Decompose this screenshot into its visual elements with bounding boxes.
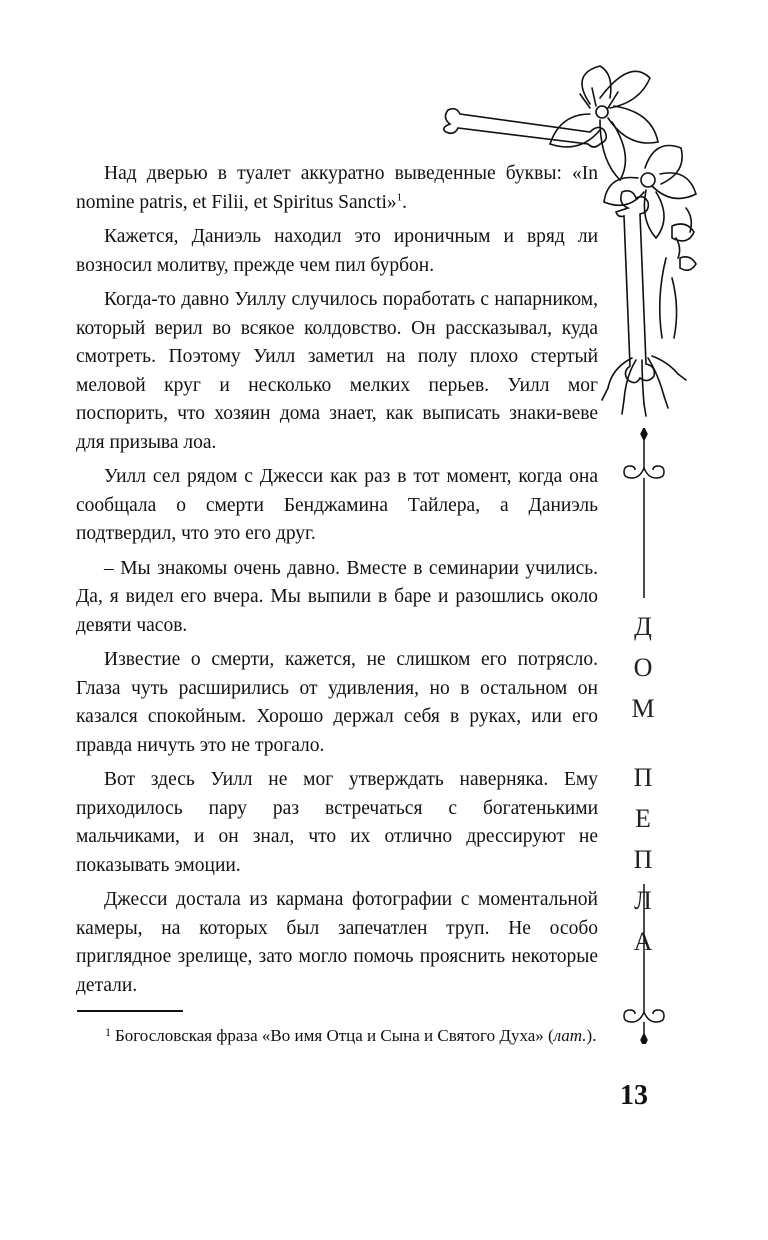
- paragraph: Когда-то давно Уиллу случилось поработать с напарником, который верил во всякое колдовство. Он рассказывал, куда смотреть. Поэтому Уилл заметил на полу плохо стертый меловой круг и несколько мелких перьев. Уилл мог поспорить, что хозяин дома знает, как выписать знаки-веве для призыва лоа.: [76, 289, 598, 453]
- running-title-letter: П: [633, 763, 653, 792]
- paragraph: Джесси достала из кармана фотографии с моментальной камеры, на которых был запечатлен труп. Не особо приглядное зрелище, зато могло помочь прояснить некоторые детали.: [76, 889, 598, 996]
- running-title-letter: [628, 735, 658, 763]
- paragraph: – Мы знакомы очень давно. Вместе в семинарии учились. Да, я видел его вчера. Мы выпили в баре и разошлись около девяти часов.: [76, 557, 598, 636]
- footnote-reference[interactable]: 1: [396, 191, 403, 203]
- paragraph: Известие о смерти, кажется, не слишком его потрясло. Глаза чуть расширились от удивления, но в остальном он казался спокойным. Хорошо держал себя в руках, или его правда ничуть это не трогало.: [76, 649, 598, 756]
- scroll-flourish-top-icon: [622, 428, 666, 598]
- footnote-number: 1: [105, 1025, 111, 1039]
- footnote: [77, 1019, 597, 1049]
- paragraph: Уилл сел рядом с Джесси как раз в тот момент, когда она сообщала о смерти Бенджамина Тайлера, а Даниэль подтвердил, что это его друг.: [76, 466, 598, 544]
- footnote-divider: [77, 1010, 183, 1012]
- paragraph: Кажется, Даниэль находил это ироничным и вряд ли возносил молитву, прежде чем пил бурбон.: [76, 226, 598, 276]
- running-title-letter: Л: [634, 886, 652, 915]
- body-text: [76, 160, 598, 1006]
- paragraph-text-end: .: [402, 191, 408, 213]
- running-title-letter: Д: [634, 612, 652, 641]
- running-title-letter: М: [631, 694, 655, 723]
- paragraph: Вот здесь Уилл не мог утверждать наверняка. Ему приходилось пару раз встречаться с богатенькими мальчиками, и он знал, что их отлично дрессируют не показывать эмоции.: [76, 769, 598, 876]
- page-number: 13: [620, 1080, 648, 1111]
- footnote-italic: лат.: [553, 1026, 587, 1045]
- running-title-letter: А: [633, 927, 653, 956]
- footnote-text-end: ).: [586, 1026, 597, 1045]
- scroll-flourish-bottom-icon: [622, 884, 666, 1044]
- running-title-letter: О: [633, 653, 653, 682]
- running-title-letter: Е: [635, 804, 651, 833]
- running-title-letter: П: [633, 845, 653, 874]
- footnote-text: Богословская фраза «Во имя Отца и Сына и Святого Духа» (: [115, 1026, 554, 1045]
- paragraph-text: Над дверью в туалет аккуратно выведенные буквы: «In nomine patris, et Filii, et Spiritus Sancti»: [76, 163, 598, 213]
- paragraph: [76, 160, 598, 217]
